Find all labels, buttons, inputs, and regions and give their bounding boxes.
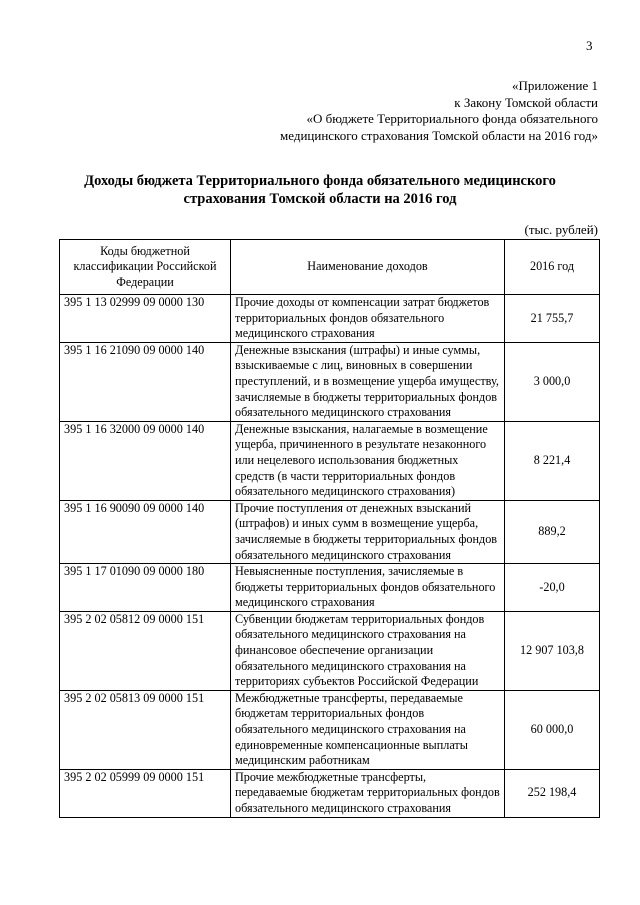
row-code: 395 2 02 05999 09 0000 151 (60, 769, 231, 817)
appendix-heading (280, 78, 598, 144)
row-name: Межбюджетные трансферты, передаваемые бюджетам территориальных фондов обязательного медицинского страхования на единовременные компенсационные выплаты медицинским работникам (231, 690, 505, 769)
page-number: 3 (586, 38, 593, 53)
row-code: 395 1 13 02999 09 0000 130 (60, 295, 231, 343)
header-code: Коды бюджетной классификации Российской Федерации (60, 240, 231, 295)
row-amount: 3 000,0 (505, 342, 600, 421)
row-amount: 889,2 (505, 500, 600, 563)
row-amount: 60 000,0 (505, 690, 600, 769)
row-code: 395 1 16 21090 09 0000 140 (60, 342, 231, 421)
appendix-line: «Приложение 1 (511, 78, 598, 93)
appendix-line: «О бюджете Территориального фонда обязательного (306, 111, 598, 126)
table-row (60, 342, 600, 421)
table-row (60, 769, 600, 817)
row-name: Невыясненные поступления, зачисляемые в бюджеты территориальных фондов обязательного медицинского страхования (231, 564, 505, 612)
row-name: Прочие межбюджетные трансферты, передаваемые бюджетам территориальных фондов обязательного медицинского страхования (231, 769, 505, 817)
row-name: Прочие поступления от денежных взысканий (штрафов) и иных сумм в возмещение ущерба, зачисляемые в бюджеты территориальных фондов обязательного медицинского страхования (231, 500, 505, 563)
appendix-line: к Закону Томской области (454, 94, 598, 110)
units-note: (тыс. рублей) (524, 222, 598, 237)
row-amount: -20,0 (505, 564, 600, 612)
table-header-row (60, 240, 600, 295)
row-code: 395 1 16 90090 09 0000 140 (60, 500, 231, 563)
header-name: Наименование доходов (231, 240, 505, 295)
header-year: 2016 год (505, 240, 600, 295)
table-row (60, 421, 600, 500)
title-line: Доходы бюджета Территориального фонда обязательного медицинского (84, 173, 556, 189)
document-title (40, 172, 600, 208)
row-code: 395 1 16 32000 09 0000 140 (60, 421, 231, 500)
row-name: Денежные взыскания, налагаемые в возмещение ущерба, причиненного в результате незаконного или нецелевого использования бюджетных средств (в части территориальных фондов обязательного медицинского страхования) (231, 421, 505, 500)
title-line: страхования Томской области на 2016 год (183, 191, 457, 207)
table-row (60, 611, 600, 690)
row-amount: 252 198,4 (505, 769, 600, 817)
table-row (60, 500, 600, 563)
row-code: 395 1 17 01090 09 0000 180 (60, 564, 231, 612)
row-amount: 21 755,7 (505, 295, 600, 343)
row-code: 395 2 02 05813 09 0000 151 (60, 690, 231, 769)
table-row (60, 690, 600, 769)
row-name: Субвенции бюджетам территориальных фондов обязательного медицинского страхования на финансовое обеспечение организации обязательного медицинского страхования на территориях субъектов Российской Федерации (231, 611, 505, 690)
row-amount: 8 221,4 (505, 421, 600, 500)
row-name: Прочие доходы от компенсации затрат бюджетов территориальных фондов обязательного медицинского страхования (231, 295, 505, 343)
income-table (59, 239, 600, 818)
row-amount: 12 907 103,8 (505, 611, 600, 690)
row-name: Денежные взыскания (штрафы) и иные суммы, взыскиваемые с лиц, виновных в совершении преступлений, и в возмещение ущерба имуществу, зачисляемые в бюджеты территориальных фондов обязательного медицинского страхования (231, 342, 505, 421)
row-code: 395 2 02 05812 09 0000 151 (60, 611, 231, 690)
appendix-line: медицинского страхования Томской области на 2016 год» (280, 127, 598, 143)
table-row (60, 295, 600, 343)
table-row (60, 564, 600, 612)
